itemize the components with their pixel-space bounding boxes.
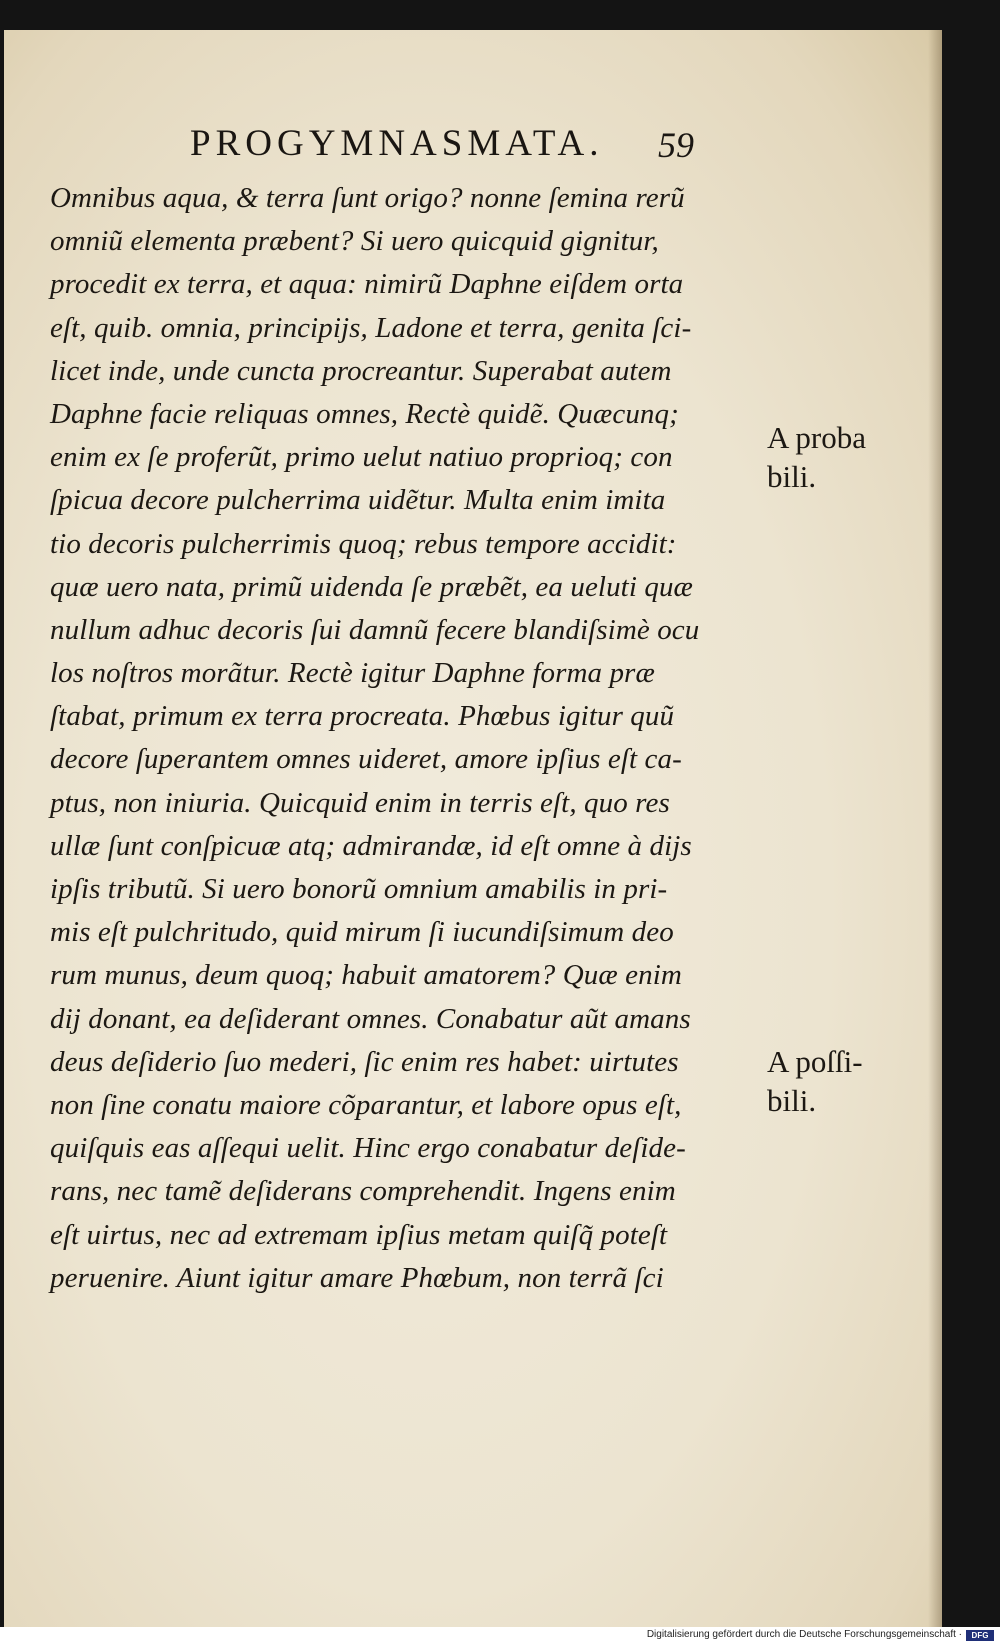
text-line: mis eſt pulchritudo, quid mirum ſi iucundiſsimum deo xyxy=(50,916,674,949)
text-line: deus deſiderio ſuo mederi, ſic enim res habet: uirtutes xyxy=(50,1045,679,1078)
text-line: eſt, quib. omnia, principijs, Ladone et terra, genita ſci- xyxy=(50,311,692,344)
text-line: decore ſuperantem omnes uideret, amore ipſius eſt ca- xyxy=(50,743,682,776)
text-line: rans, nec tamẽ deſiderans comprehendit. Ingens enim xyxy=(50,1175,676,1208)
running-head: PROGYMNASMATA. xyxy=(190,123,604,164)
body-text xyxy=(50,177,750,1300)
footer-credit: Digitalisierung gefördert durch die Deutsche Forschungsgemeinschaft · xyxy=(646,1629,962,1640)
text-line: dij donant, ea deſiderant omnes. Conabatur aũt amans xyxy=(50,1002,691,1035)
text-line: tio decoris pulcherrimis quoq; rebus tempore accidit: xyxy=(50,527,677,560)
text-line: procedit ex terra, et aqua: nimirũ Daphne eiſdem orta xyxy=(50,268,684,301)
marginal-note: A poſſi- bili. xyxy=(767,1044,863,1118)
text-line: licet inde, unde cuncta procreantur. Superabat autem xyxy=(50,354,672,387)
marginal-note: A proba bili. xyxy=(767,420,867,494)
page-edge-shadow xyxy=(928,30,942,1627)
text-line: Omnibus aqua, & terra ſunt origo? nonne ſemina rerũ xyxy=(50,182,685,214)
text-line: omniũ elementa præbent? Si uero quicquid gignitur, xyxy=(50,225,659,258)
text-line: enim ex ſe proferũt, primo uelut natiuo proprioq; con xyxy=(50,441,673,474)
text-line: eſt uirtus, nec ad extremam ipſius metam quiſq̃ poteſt xyxy=(50,1218,668,1251)
text-line: los noſtros morãtur. Rectè igitur Daphne forma præ xyxy=(50,657,655,690)
text-line: peruenire. Aiunt igitur amare Phœbum, non terrã ſci xyxy=(50,1261,664,1294)
text-line: non ſine conatu maiore cõparantur, et labore opus eſt, xyxy=(50,1088,682,1121)
text-line: ullæ ſunt conſpicuæ atq; admirandæ, id eſt omne à dijs xyxy=(50,829,692,862)
book-page xyxy=(4,30,942,1627)
page-number: 59 xyxy=(658,125,694,165)
text-line: quiſquis eas aſſequi uelit. Hinc ergo conabatur deſide- xyxy=(50,1132,686,1165)
text-line: rum munus, deum quoq; habuit amatorem? Quæ enim xyxy=(50,959,682,992)
text-line: ſtabat, primum ex terra procreata. Phœbus igitur quũ xyxy=(50,700,675,733)
text-line: ptus, non iniuria. Quicquid enim in terris eſt, quo res xyxy=(50,786,670,819)
text-line: quæ uero nata, primũ uidenda ſe præbẽt, ea ueluti quæ xyxy=(50,570,693,603)
text-line: ſpicua decore pulcherrima uidẽtur. Multa enim imita xyxy=(50,484,666,517)
dfg-logo: DFG xyxy=(966,1630,994,1641)
text-line: Daphne facie reliquas omnes, Rectè quidẽ. Quæcunq; xyxy=(50,397,679,430)
text-line: nullum adhuc decoris ſui damnũ fecere blandiſsimè ocu xyxy=(50,613,700,646)
text-line: ipſis tributũ. Si uero bonorũ omnium amabilis in pri- xyxy=(50,873,668,905)
